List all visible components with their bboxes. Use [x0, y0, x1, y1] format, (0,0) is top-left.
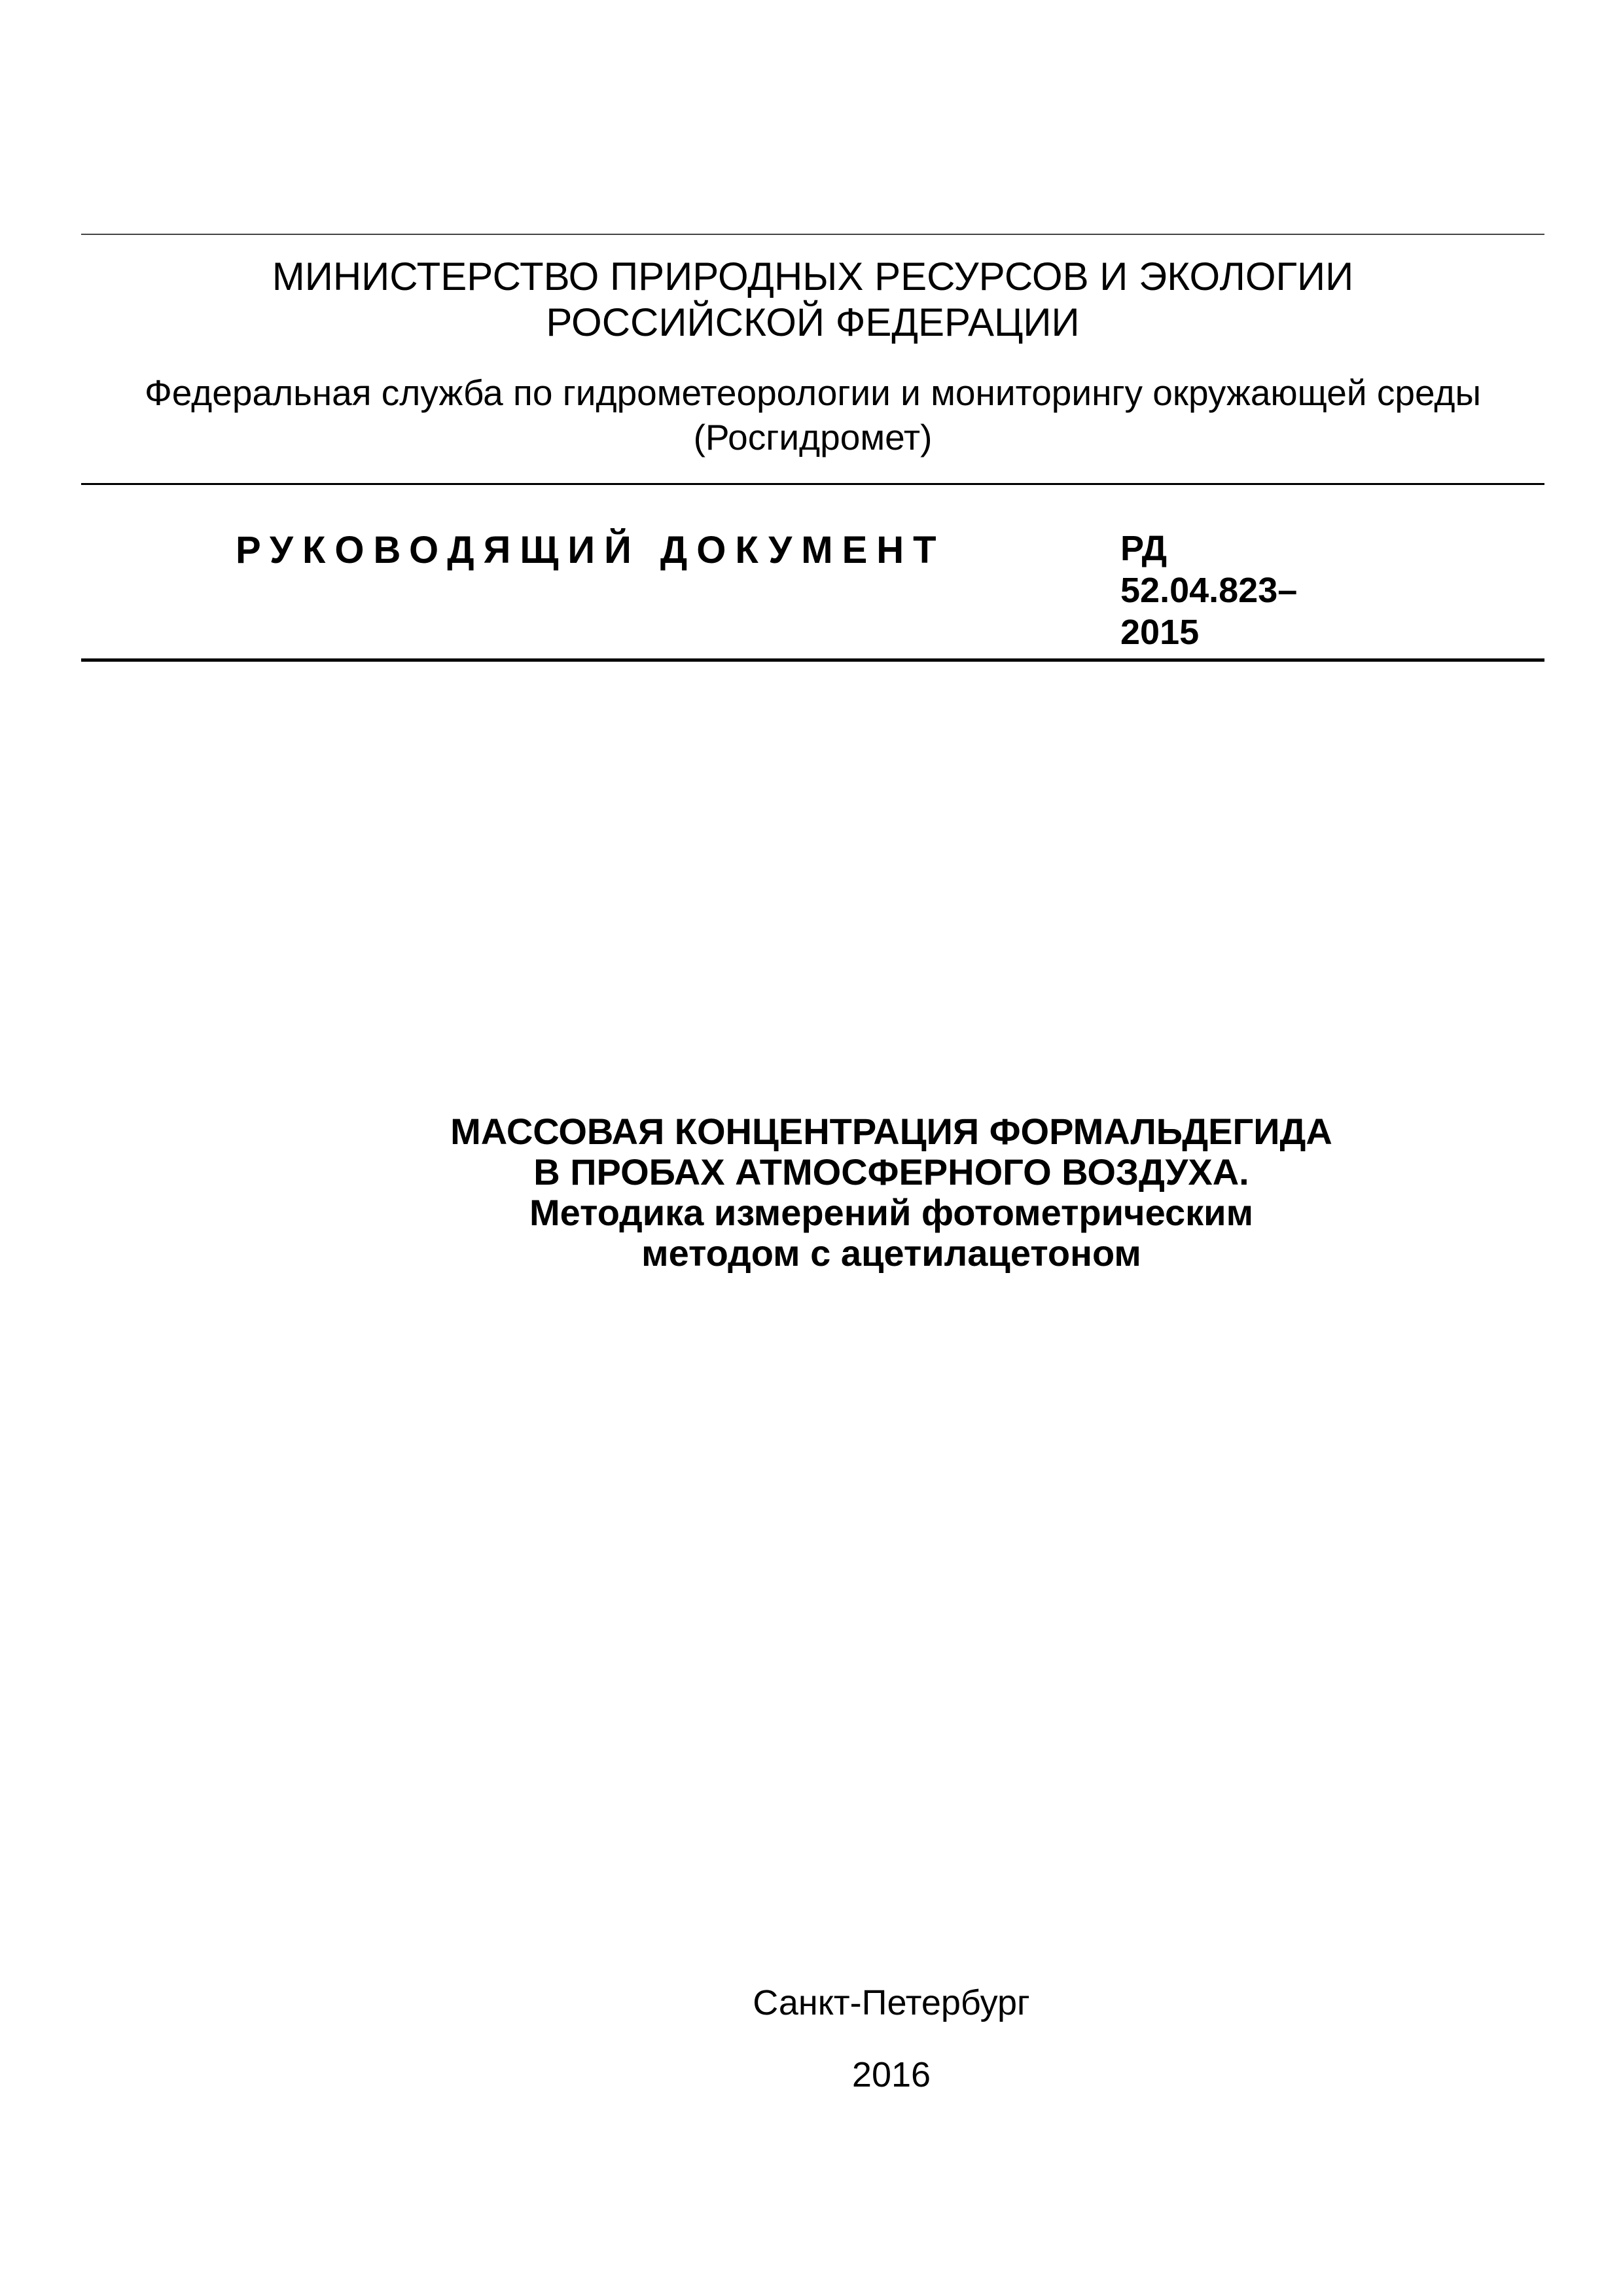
agency-heading: [81, 370, 1544, 459]
document-type: РУКОВОДЯЩИЙ ДОКУМЕНТ: [236, 529, 946, 571]
middle-divider: [81, 483, 1544, 485]
agency-line-2: (Росгидромет): [693, 417, 933, 457]
title-line-4: методом с ацетилацетоном: [641, 1232, 1141, 1274]
title-line-1: МАССОВАЯ КОНЦЕНТРАЦИЯ ФОРМАЛЬДЕГИДА: [450, 1111, 1332, 1152]
title-line-3: Методика измерений фотометрическим: [529, 1192, 1253, 1233]
ministry-line-2: РОССИЙСКОЙ ФЕДЕРАЦИИ: [546, 300, 1080, 344]
bottom-divider: [81, 658, 1544, 662]
publication-year: 2016: [851, 2055, 931, 2094]
document-number-line-3: 2015: [1120, 613, 1200, 652]
publication-city: Санкт-Петербург: [753, 1983, 1030, 2022]
document-number-line-1: РД: [1120, 529, 1168, 568]
document-number-line-2: 52.04.823–: [1120, 571, 1298, 610]
ministry-line-1: МИНИСТЕРСТВО ПРИРОДНЫХ РЕСУРСОВ И ЭКОЛОГИИ: [272, 255, 1354, 298]
title-line-2: В ПРОБАХ АТМОСФЕРНОГО ВОЗДУХА.: [533, 1151, 1249, 1193]
ministry-heading: [81, 254, 1544, 346]
top-divider: [81, 234, 1544, 235]
document-title: [81, 1111, 1544, 1274]
agency-line-1: Федеральная служба по гидрометеорологии и мониторингу окружающей среды: [144, 372, 1481, 413]
document-number: [1120, 528, 1297, 653]
